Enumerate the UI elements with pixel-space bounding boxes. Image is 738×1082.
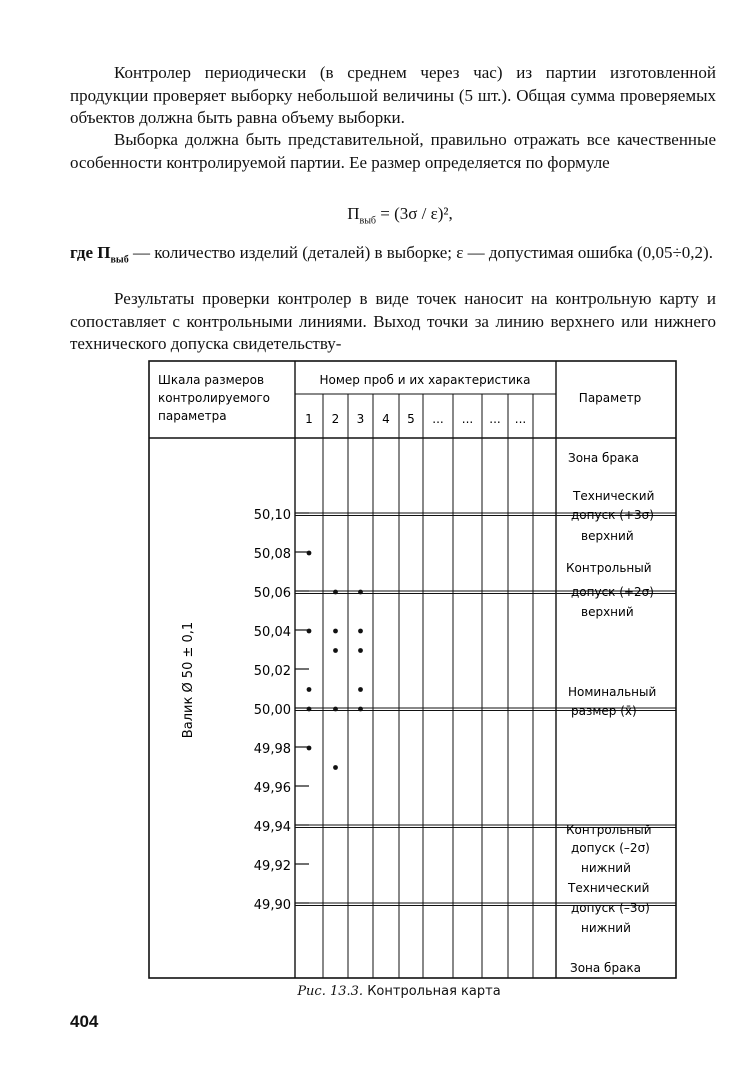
scale-value-label: 50,10 — [253, 508, 291, 523]
data-point — [333, 629, 338, 634]
scale-value-label: 49,92 — [253, 859, 291, 874]
data-point — [333, 707, 338, 712]
data-points — [307, 551, 363, 770]
data-point — [307, 687, 312, 692]
sample-column-lines — [323, 394, 533, 978]
parameter-label: Технический — [568, 881, 650, 895]
scale-value-label: 49,94 — [253, 820, 291, 835]
paragraph-3-symbol: где П — [70, 243, 111, 262]
scale-value-label: 49,98 — [253, 742, 291, 757]
parameter-label: Номинальный — [568, 685, 657, 699]
formula — [0, 204, 738, 226]
sample-number: ... — [514, 412, 527, 426]
sample-number: 5 — [407, 412, 415, 426]
sample-numbers — [305, 412, 526, 426]
parameter-label: Зона брака — [568, 451, 640, 465]
data-point — [358, 590, 363, 595]
data-point — [307, 746, 312, 751]
parameter-label: допуск (+2σ) — [571, 585, 654, 599]
data-point — [358, 687, 363, 692]
sample-number: 1 — [305, 412, 313, 426]
data-point — [307, 707, 312, 712]
parameter-label: Зона брака — [570, 961, 642, 975]
parameter-label: нижний — [581, 921, 631, 935]
scale-value-label: 50,06 — [253, 586, 291, 601]
formula-symbol: П — [347, 204, 360, 223]
caption-label: Рис. 13.3. — [297, 984, 364, 999]
parameter-label: размер (x̄) — [571, 704, 637, 718]
parameter-label: нижний — [581, 861, 631, 875]
page-number: 404 — [70, 1012, 99, 1031]
sample-number: 3 — [356, 412, 365, 426]
parameter-label: Технический — [573, 489, 655, 503]
data-point — [358, 707, 363, 712]
data-point — [307, 629, 312, 634]
axis-label: Валик Ø 50 ± 0,1 — [181, 621, 196, 739]
caption-text: Контрольная карта — [367, 984, 501, 999]
scale-value-label: 50,02 — [253, 664, 291, 679]
header-scale-line-3: параметра — [158, 409, 227, 423]
parameter-label: верхний — [581, 605, 634, 619]
scale-value-label: 49,90 — [253, 898, 291, 913]
paragraph-2: Выборка должна быть представительной, правильно отражать все качественные особенности контролируемой партии. Ее размер определяется по формуле — [70, 130, 716, 172]
scale-labels — [254, 508, 291, 913]
header-scale-line-1: Шкала размеров — [158, 373, 265, 387]
sample-number: ... — [461, 412, 474, 426]
formula-expression: = (3σ / ε)², — [376, 204, 453, 223]
control-chart-figure — [148, 360, 678, 980]
scale-value-label: 50,08 — [253, 547, 291, 562]
parameter-label: допуск (–3σ) — [571, 901, 650, 915]
parameter-label: допуск (–2σ) — [571, 841, 650, 855]
parameter-label: верхний — [581, 529, 634, 543]
parameter-label: Контрольный — [566, 823, 652, 837]
data-point — [333, 648, 338, 653]
paragraph-1: Контролер периодически (в среднем через час) из партии изготовленной продукции проверяет выборку небольшой величины (5 шт.). Общая сумма проверяемых объектов должна быть равна объему выборки. — [70, 63, 716, 127]
sample-number: ... — [432, 412, 444, 426]
paragraph-4: Результаты проверки контролер в виде точек наносит на контрольную карту и сопоставляет с контрольными линиями. Выход точки за линию верхнего или нижнего технического допуска свидетельству- — [70, 289, 716, 353]
header-parameter: Параметр — [578, 391, 642, 405]
parameter-label: допуск (+3σ) — [571, 508, 654, 522]
paragraph-3-text: — количество изделий (деталей) в выборке; ε — допустимая ошибка (0,05÷0,2). — [128, 243, 713, 262]
figure-caption — [0, 984, 738, 999]
data-point — [307, 551, 312, 556]
paragraph-3 — [70, 242, 716, 272]
data-point — [333, 765, 338, 770]
control-chart-svg — [148, 360, 678, 980]
scale-value-label: 50,00 — [253, 703, 291, 718]
sample-number: ... — [489, 412, 501, 426]
data-point — [358, 648, 363, 653]
sample-number: 4 — [382, 412, 390, 426]
scale-value-label: 49,96 — [253, 781, 291, 796]
parameter-label: Контрольный — [566, 561, 652, 575]
scale-value-label: 50,04 — [253, 625, 291, 640]
formula-subscript: выб — [359, 215, 376, 227]
paragraph-3-subscript: выб — [110, 254, 129, 266]
data-point — [358, 629, 363, 634]
parameter-labels — [566, 451, 656, 975]
header-scale-line-2: контролируемого — [158, 391, 270, 405]
data-point — [333, 590, 338, 595]
header-samples: Номер проб и их характеристика — [319, 373, 531, 387]
sample-number: 2 — [331, 412, 340, 426]
